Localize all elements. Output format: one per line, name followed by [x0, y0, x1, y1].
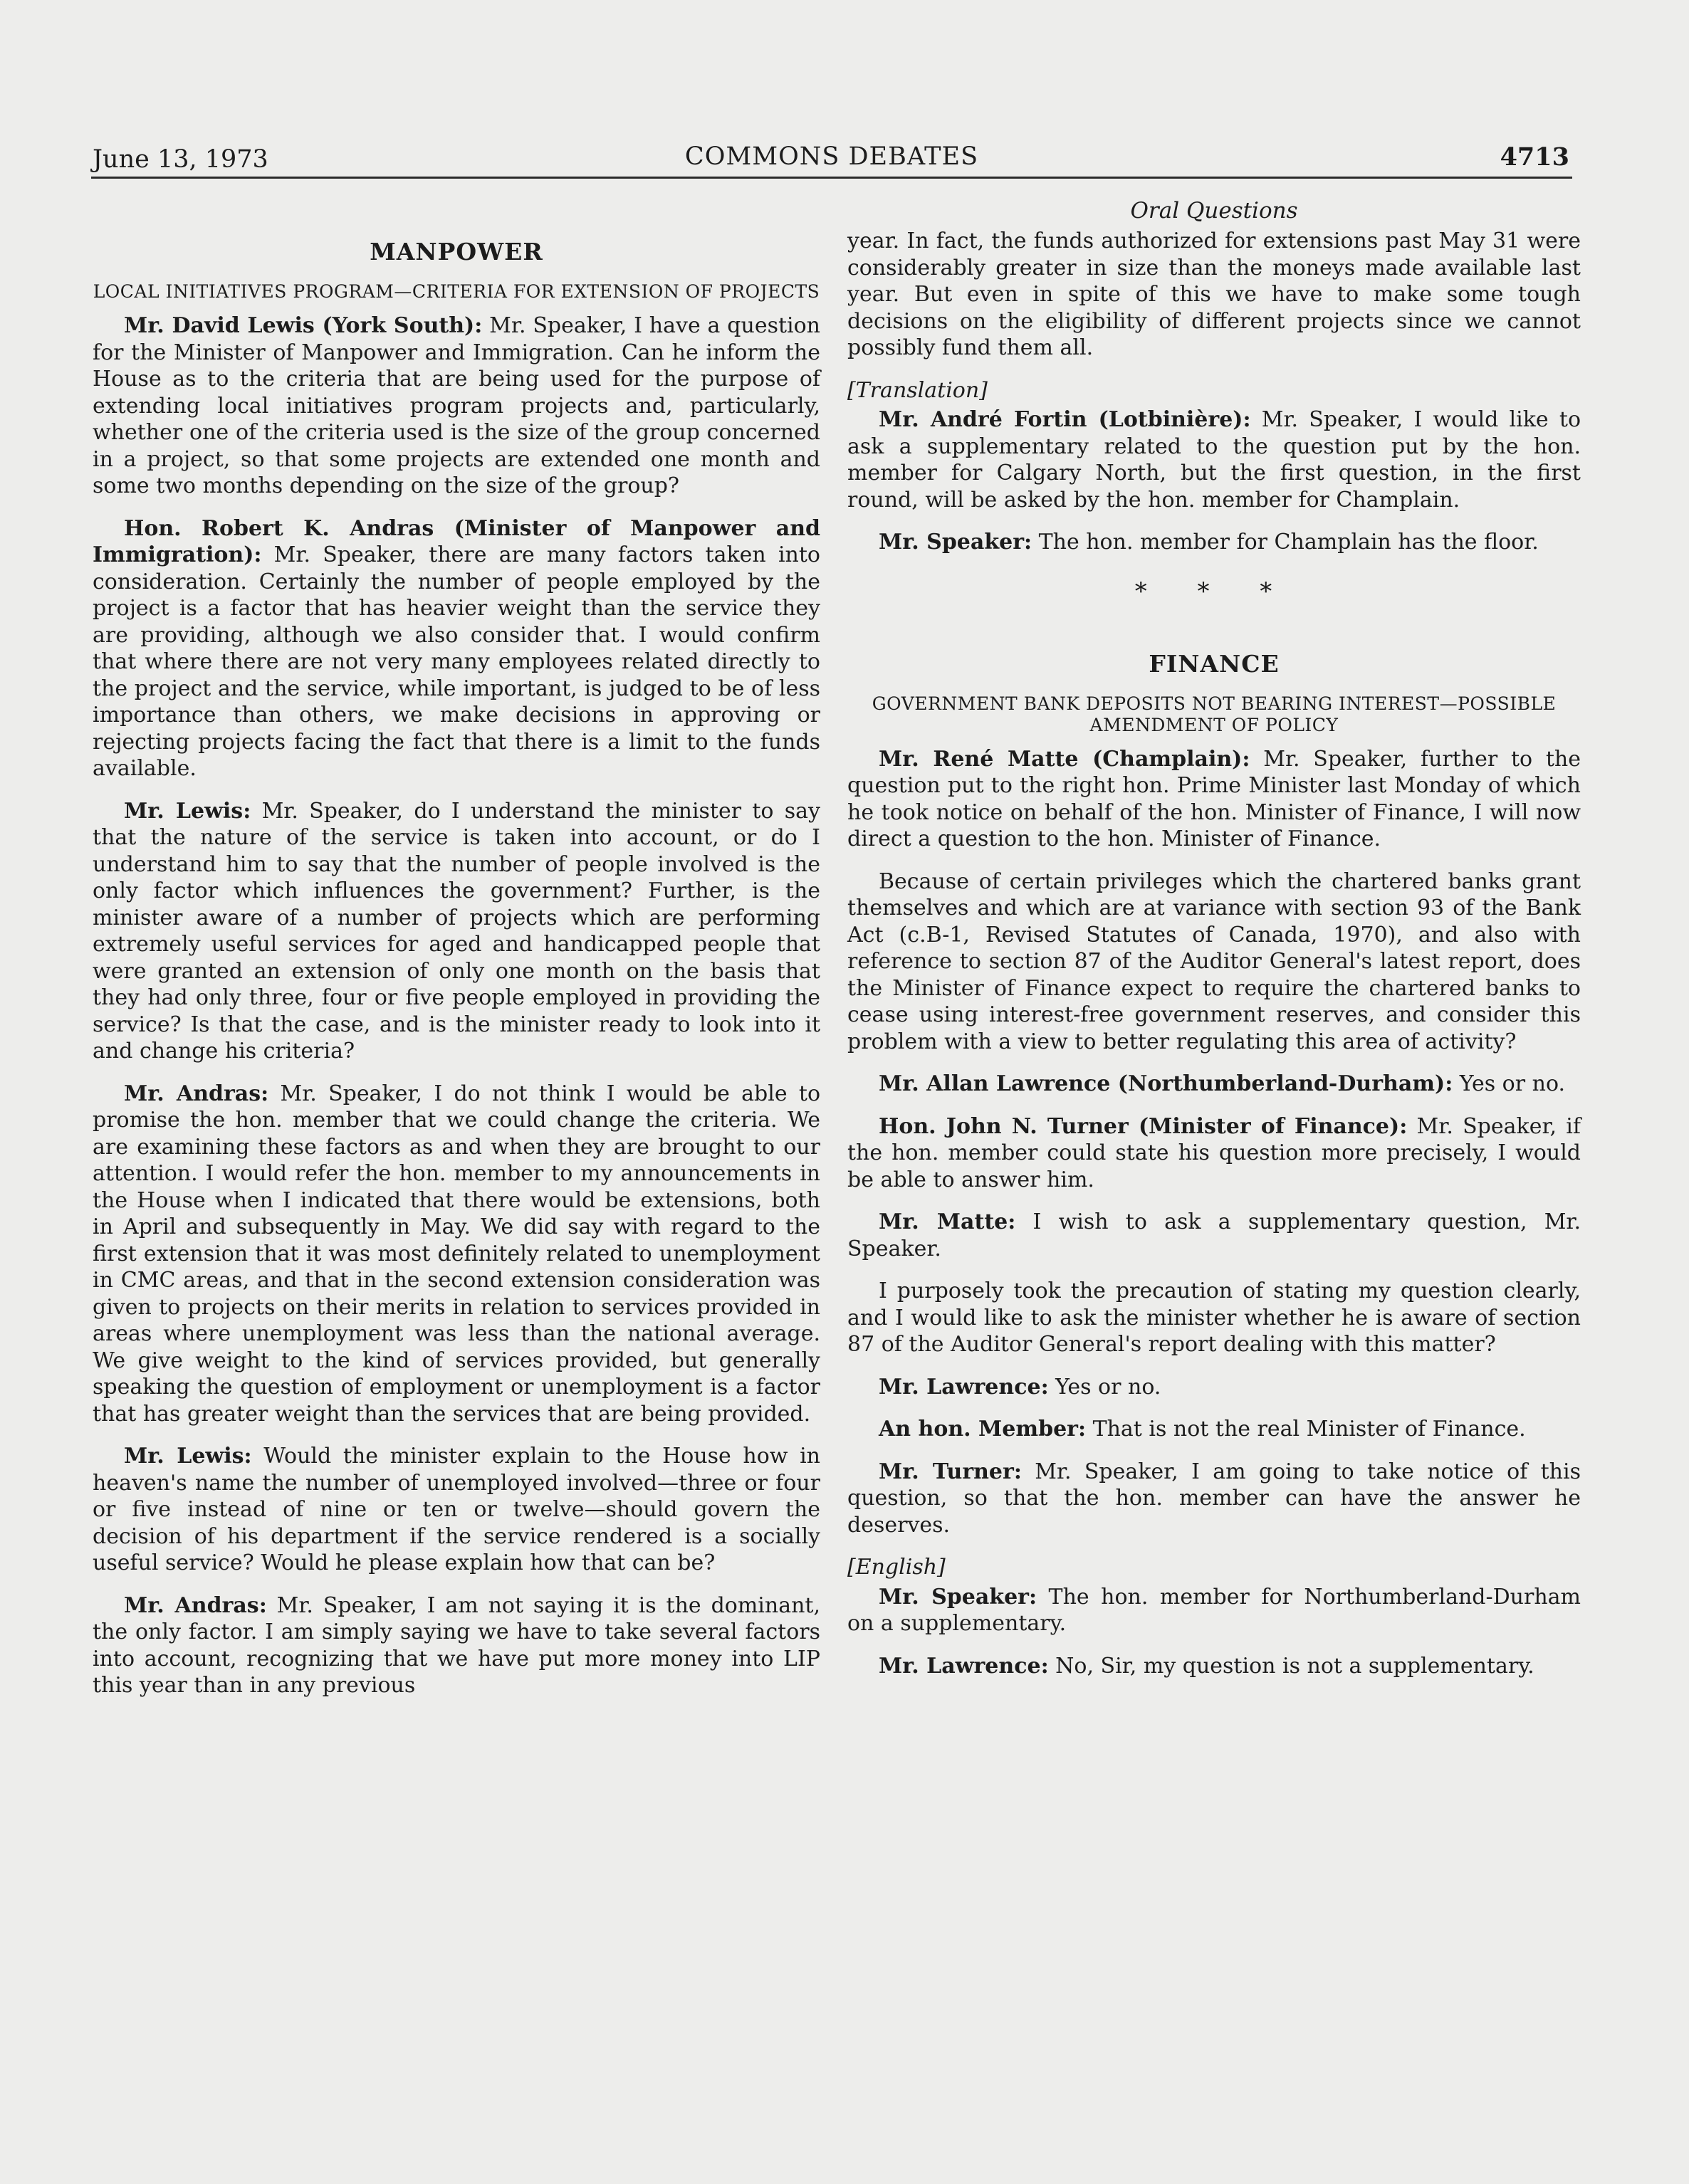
- header-date: June 13, 1973: [93, 145, 268, 174]
- speaker-name: Mr. René Matte (Champlain):: [879, 746, 1250, 772]
- speech-paragraph: [847, 1374, 1581, 1401]
- speech-paragraph: [847, 1653, 1581, 1680]
- speech-paragraph: [847, 1459, 1581, 1539]
- right-block-a: [847, 406, 1581, 556]
- speaker-name: Mr. Lewis:: [124, 1444, 252, 1469]
- speech-paragraph: [847, 1278, 1581, 1358]
- speech-paragraph: [847, 868, 1581, 1056]
- speech-text: The hon. member for Champlain has the floor.: [1032, 530, 1539, 555]
- speech-text: Would the minister explain to the House how in heaven's name the number of unemployed involved—three or four or five instead of nine or ten or twelve—should govern the decision of his department if the service rendered is a socially useful service? Would he please explain how that can be?: [93, 1444, 821, 1575]
- translation-label: [Translation]: [847, 377, 988, 403]
- speech-paragraph: [93, 313, 820, 500]
- speaker-name: Mr. David Lewis (York South):: [124, 313, 483, 338]
- speaker-name: Mr. Andras:: [124, 1081, 269, 1106]
- speech-paragraph: [847, 1113, 1581, 1194]
- speech-text: I wish to ask a supplementary question, Mr. Speaker.: [847, 1209, 1581, 1261]
- speech-paragraph: [847, 1071, 1581, 1098]
- page-number: 4713: [1500, 142, 1569, 172]
- subheading-bank-deposits: GOVERNMENT BANK DEPOSITS NOT BEARING INTEREST—POSSIBLE AMENDMENT OF POLICY: [872, 693, 1557, 735]
- speech-text: Yes or no.: [1453, 1071, 1566, 1096]
- speech-text: Mr. Speaker, I am not saying it is the dominant, the only factor. I am simply saying we have to take several factors into account, recognizing that we have put more money into LIP this year than in any previous: [93, 1592, 821, 1698]
- right-column: [847, 194, 1581, 1695]
- section-divider-stars: * * *: [1134, 577, 1294, 606]
- speaker-name: Mr. Lawrence:: [879, 1374, 1049, 1400]
- speech-text: Yes or no.: [1048, 1374, 1161, 1400]
- speech-text: Mr. Speaker, further to the question put to the right hon. Prime Minister last Monday of which he took notice on behalf of the hon. Minister of Finance, I will now direct a question to the hon. Minister of Finance.: [847, 746, 1581, 851]
- speech-paragraph: [93, 1443, 820, 1577]
- speech-paragraph: [847, 746, 1581, 853]
- speaker-name: Mr. André Fortin (Lotbinière):: [879, 407, 1251, 432]
- speech-text: Mr. Speaker, I have a question for the Minister of Manpower and Immigration. Can he inform the House as to the criteria that are being used for the purpose of extending local initiatives program projects and, particularly, whether one of the criteria used is the size of the group concerned in a project, so that some projects are extended one month and some two months depending on the size of the group?: [93, 313, 821, 498]
- speech-text: I purposely took the precaution of stating my question clearly, and I would like to ask the minister whether he is aware of section 87 of the Auditor General's report dealing with this matter?: [847, 1279, 1581, 1357]
- speaker-name: Mr. Lewis:: [124, 798, 251, 824]
- speech-text: Mr. Speaker, do I understand the minister to say that the nature of the service is taken into account, or do I understand him to say that the number of people involved is the only factor which influences the government? Further, is the minister aware of a number of projects which are performing extremely useful services for aged and handicapped people that were granted an extension of only one month on the basis that they had only three, four or five people employed in providing the service? Is that the case, and is the minister ready to look into it and change his criteria?: [93, 798, 821, 1064]
- speech-text: Mr. Speaker, I am going to take notice of this question, so that the hon. member can have the answer he deserves.: [847, 1459, 1581, 1538]
- speech-paragraph: [847, 1584, 1581, 1637]
- speech-text: Mr. Speaker, there are many factors taken into consideration. Certainly the number of people employed by the project is a factor that has heavier weight than the service they are providing, although we also consider that. I would confirm that where there are not very many employees related directly to the project and the service, while important, is judged to be of less importance than others, we make decisions in approving or rejecting projects facing the fact that there is a limit to the funds available.: [93, 542, 820, 781]
- left-column: [93, 194, 820, 1715]
- speech-paragraph: [847, 406, 1581, 513]
- left-paragraphs: [93, 313, 820, 1699]
- continued-paragraph: year. In fact, the funds authorized for extensions past May 31 were considerably greater in size than the moneys made available last year. But even in spite of this we have to make some tough decisions on the eligibility of different projects since we cannot possibly fund them all.: [847, 229, 1581, 360]
- speech-text: Because of certain privileges which the chartered banks grant themselves and which are at variance with section 93 of the Bank Act (c.B-1, Revised Statutes of Canada, 1970), and also with reference to section 87 of the Auditor General's latest report, does the Minister of Finance expect to require the chartered banks to cease using interest-free government reserves, and consider this problem with a view to better regulating this area of activity?: [847, 868, 1581, 1054]
- speech-paragraph: [847, 529, 1581, 556]
- speaker-name: Mr. Turner:: [879, 1459, 1022, 1484]
- speaker-name: Mr. Allan Lawrence (Northumberland-Durham):: [879, 1071, 1453, 1096]
- speaker-name: Mr. Speaker:: [879, 530, 1032, 555]
- speech-text: That is not the real Minister of Finance.: [1086, 1417, 1526, 1442]
- running-head: Oral Questions: [1130, 198, 1298, 224]
- page-header: [91, 142, 1572, 179]
- speaker-name: Mr. Lawrence:: [879, 1653, 1049, 1679]
- speech-text: No, Sir, my question is not a supplementary.: [1048, 1653, 1534, 1679]
- section-title-finance: FINANCE: [1149, 649, 1280, 678]
- speech-text: Mr. Speaker, if the hon. member could state his question more precisely, I would be able to answer him.: [847, 1113, 1581, 1192]
- speaker-name: Mr. Andras:: [124, 1592, 267, 1618]
- speech-paragraph: [93, 515, 820, 782]
- subheading-lip-criteria: LOCAL INITIATIVES PROGRAM—CRITERIA FOR EXTENSION OF PROJECTS: [93, 281, 820, 302]
- speech-paragraph: [93, 1592, 820, 1699]
- speech-paragraph: [93, 798, 820, 1065]
- speech-paragraph: [93, 1081, 820, 1428]
- speech-paragraph: [847, 1416, 1581, 1443]
- speaker-name: Hon. Robert K. Andras (Minister of Manpower and Immigration):: [93, 515, 820, 567]
- header-title: COMMONS DEBATES: [684, 142, 979, 171]
- speech-text: Mr. Speaker, I would like to ask a supplementary related to the question put by the hon. member for Calgary North, but the first question, in the first round, will be asked by the hon. member for Champlain.: [847, 407, 1581, 513]
- section-title-manpower: MANPOWER: [370, 238, 543, 266]
- english-label: [English]: [847, 1555, 946, 1580]
- speaker-name: Hon. John N. Turner (Minister of Finance):: [879, 1113, 1408, 1139]
- right-block-b: [847, 746, 1581, 1539]
- speaker-name: Mr. Matte:: [879, 1209, 1016, 1234]
- speaker-name: An hon. Member:: [879, 1417, 1087, 1442]
- speech-paragraph: [847, 1209, 1581, 1262]
- right-block-c: [847, 1584, 1581, 1680]
- speech-text: The hon. member for Northumberland-Durham on a supplementary.: [847, 1584, 1581, 1636]
- speech-text: Mr. Speaker, I do not think I would be able to promise the hon. member that we could change the criteria. We are examining these factors as and when they are brought to our attention. I would refer the hon. member to my announcements in the House when I indicated that there would be extensions, both in April and subsequently in May. We did say with regard to the first extension that it was most definitely related to unemployment in CMC areas, and that in the second extension consideration was given to projects on their merits in relation to services provided in areas where unemployment was less than the national average. We give weight to the kind of services provided, but generally speaking the question of employment or unemployment is a factor that has greater weight than the services that are being provided.: [93, 1081, 821, 1427]
- speaker-name: Mr. Speaker:: [879, 1584, 1037, 1610]
